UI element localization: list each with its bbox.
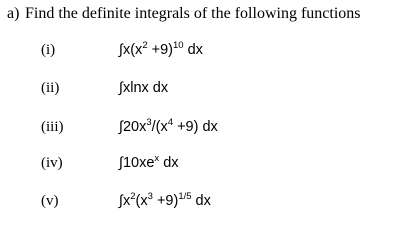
integral-expression: $\int 10xe^x$ dx [119, 153, 179, 171]
item-label: (ii) [41, 80, 60, 96]
item-label: (v) [41, 193, 59, 209]
item-label: (iii) [41, 119, 64, 135]
integral-item-1 [0, 42, 405, 64]
question-text: Find the definite integrals of the following functions [25, 5, 361, 22]
question-heading [7, 5, 361, 23]
question-letter: a) [7, 5, 20, 22]
item-label: (i) [41, 42, 56, 58]
integral-expression: $\int 20x^3/(x^4 +9)$ dx [119, 117, 218, 135]
integral-item-4 [0, 155, 405, 177]
integral-expression: $\int x^2(x^3 +9)^{1/5}$ dx [119, 191, 211, 209]
item-label: (iv) [41, 155, 63, 171]
integral-expression: ∫xlnx dx [119, 80, 169, 96]
integral-item-5 [0, 193, 405, 215]
integral-expression: $\int x(x^2 +9)^{10}$ dx [119, 40, 203, 58]
integral-item-3 [0, 119, 405, 141]
integral-item-2 [0, 80, 405, 102]
